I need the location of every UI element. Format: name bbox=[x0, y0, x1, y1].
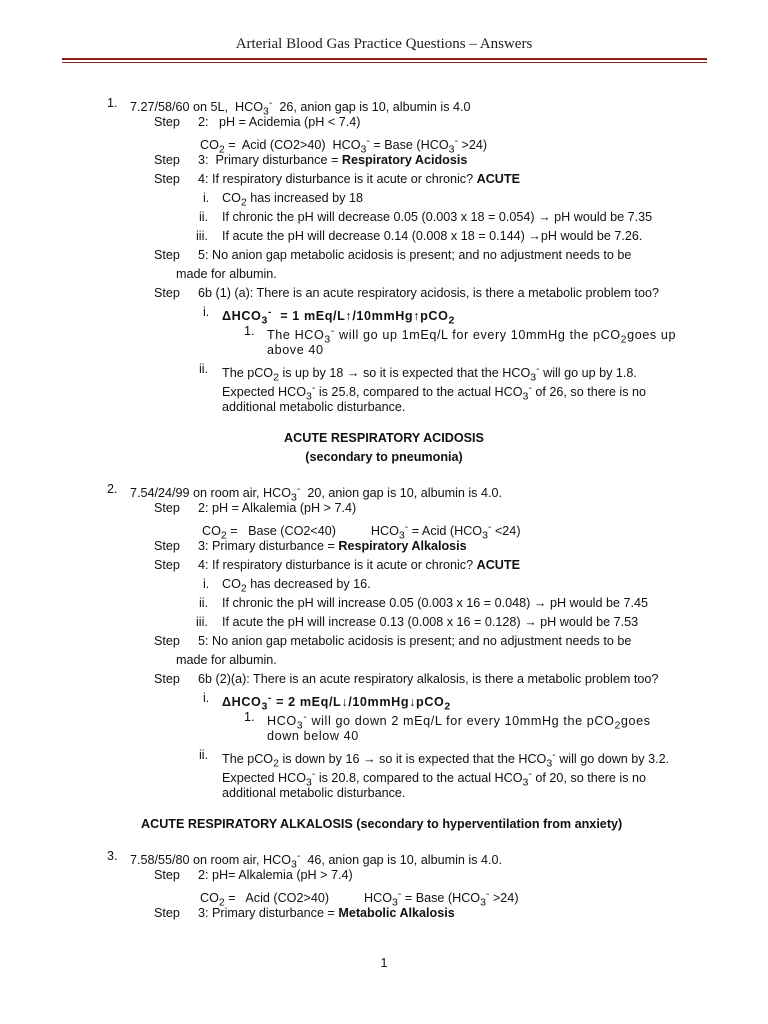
step-text: 3: Primary disturbance = Respiratory Alkalosis bbox=[198, 539, 467, 553]
page-number: 1 bbox=[380, 956, 388, 970]
header-rule bbox=[62, 58, 707, 60]
step-label: Step bbox=[154, 906, 180, 920]
list-marker: i. bbox=[203, 305, 210, 319]
step-text: 6b (2)(a): There is an acute respiratory alkalosis, is there a metabolic problem too? bbox=[198, 672, 659, 686]
step-text: 5: No anion gap metabolic acidosis is present; and no adjustment needs to be bbox=[198, 634, 632, 648]
step-label: Step bbox=[154, 868, 180, 882]
step-text: $CO_2$ = Base (CO2<40) $HCO_3^-$ = Acid $(HCO_3^- <24)$ bbox=[202, 521, 521, 542]
question-number: 3. bbox=[107, 849, 118, 863]
step-text: $CO_2$ = Acid (CO2>40) $HCO_3^-$ = Base $(HCO_3^- >24)$ bbox=[200, 135, 488, 156]
list-item: down below 40 bbox=[267, 729, 359, 743]
list-item: If chronic the pH will increase 0.05 (0.003 x 16 = 0.048) → pH would be 7.45 bbox=[222, 596, 648, 610]
list-item: The pCO$_2$ is down by 16 → so it is expected that the $HCO_3^-$ will go down by 3.2. bbox=[222, 749, 670, 770]
list-marker: i. bbox=[203, 691, 210, 705]
list-marker: ii. bbox=[199, 210, 209, 224]
question-title: 7.27/58/60 on 5L, $HCO_3^-$ 26, anion gap is 10, albumin is 4.0 bbox=[130, 97, 471, 118]
list-item: additional metabolic disturbance. bbox=[222, 400, 406, 414]
step-text: 2: pH = Alkalemia (pH > 7.4) bbox=[198, 501, 357, 515]
question-number: 2. bbox=[107, 482, 118, 496]
list-marker: i. bbox=[203, 191, 210, 205]
question-title: 7.54/24/99 on room air, $HCO_3^-$ 20, anion gap is 10, albumin is 4.0. bbox=[130, 483, 502, 504]
list-item: above 40 bbox=[267, 343, 324, 357]
list-item: $HCO_3^-$ will go down 2 mEq/L for every 10mmHg the pCO$_2$goes bbox=[267, 711, 651, 732]
step-label: Step bbox=[154, 539, 180, 553]
list-item: Expected $HCO_3^-$ is 25.8, compared to the actual $HCO_3^-$ of 26, so there is no bbox=[222, 382, 647, 403]
step-text: 6b (1) (a): There is an acute respiratory acidosis, is there a metabolic problem too? bbox=[198, 286, 660, 300]
list-item: additional metabolic disturbance. bbox=[222, 786, 406, 800]
list-item: $CO_2$ has increased by 18 bbox=[222, 191, 363, 209]
list-marker: iii. bbox=[196, 615, 208, 629]
step-label: Step bbox=[154, 153, 180, 167]
step-text: 3: Primary disturbance = Respiratory Acidosis bbox=[198, 153, 468, 167]
step-text: 5: No anion gap metabolic acidosis is present; and no adjustment needs to be bbox=[198, 248, 632, 262]
list-item: Expected $HCO_3^-$ is 20.8, compared to the actual $HCO_3^-$ of 20, so there is no bbox=[222, 768, 647, 789]
step-label: Step bbox=[154, 634, 180, 648]
step-label: Step bbox=[154, 558, 180, 572]
step-label: Step bbox=[154, 672, 180, 686]
step-label: Step bbox=[154, 501, 180, 515]
list-marker: iii. bbox=[196, 229, 208, 243]
step-text: 2: pH= Alkalemia (pH > 7.4) bbox=[198, 868, 353, 882]
compensation-rule: $\Delta HCO_3^- = 2$ mEq/L↓/10mmHg↓pCO$_2$ bbox=[222, 692, 451, 713]
list-marker: 1. bbox=[244, 710, 255, 724]
step-text: $CO_2$ = Acid (CO2>40) $HCO_3^-$ = Base $(HCO_3^- >24)$ bbox=[200, 888, 519, 909]
list-marker: ii. bbox=[199, 748, 209, 762]
step-label: Step bbox=[154, 248, 180, 262]
step-text: 4: If respiratory disturbance is it acute or chronic? ACUTE bbox=[198, 172, 520, 186]
list-item: If acute the pH will increase 0.13 (0.008 x 16 = 0.128) → pH would be 7.53 bbox=[222, 615, 639, 629]
question-title: 7.58/55/80 on room air, $HCO_3^-$ 46, anion gap is 10, albumin is 4.0. bbox=[130, 850, 502, 871]
step-text: 3: Primary disturbance = Metabolic Alkalosis bbox=[198, 906, 455, 920]
header-rule-thin bbox=[62, 62, 707, 63]
question-number: 1. bbox=[107, 96, 118, 110]
list-item: If acute the pH will decrease 0.14 (0.008 x 18 = 0.144) →pH would be 7.26. bbox=[222, 229, 643, 243]
step-text: 2: pH = Acidemia (pH < 7.4) bbox=[198, 115, 361, 129]
answer-heading: ACUTE RESPIRATORY ACIDOSIS bbox=[284, 431, 484, 445]
list-marker: i. bbox=[203, 577, 210, 591]
answer-heading: ACUTE RESPIRATORY ALKALOSIS (secondary to hyperventilation from anxiety) bbox=[141, 817, 623, 831]
step-label: Step bbox=[154, 286, 180, 300]
step-text: 4: If respiratory disturbance is it acute or chronic? ACUTE bbox=[198, 558, 520, 572]
step-label: Step bbox=[154, 172, 180, 186]
compensation-rule: $\Delta HCO_3^- = 1$ mEq/L↑/10mmHg↑pCO$_2$ bbox=[222, 306, 455, 327]
list-marker: ii. bbox=[199, 362, 209, 376]
list-item: $CO_2$ has decreased by 16. bbox=[222, 577, 371, 595]
list-marker: ii. bbox=[199, 596, 209, 610]
list-marker: 1. bbox=[244, 324, 255, 338]
step-label: Step bbox=[154, 115, 180, 129]
list-item: If chronic the pH will decrease 0.05 (0.003 x 18 = 0.054) → pH would be 7.35 bbox=[222, 210, 653, 224]
list-item: The pCO$_2$ is up by 18 → so it is expected that the $HCO_3^-$ will go up by 1.8. bbox=[222, 363, 637, 384]
page-header-title: Arterial Blood Gas Practice Questions – Answers bbox=[235, 36, 533, 52]
step-text: made for albumin. bbox=[176, 653, 277, 667]
step-text: made for albumin. bbox=[176, 267, 277, 281]
list-item: The $HCO_3^-$ will go up 1mEq/L for every 10mmHg the pCO$_2$goes up bbox=[267, 325, 677, 346]
answer-subheading: (secondary to pneumonia) bbox=[305, 450, 463, 464]
